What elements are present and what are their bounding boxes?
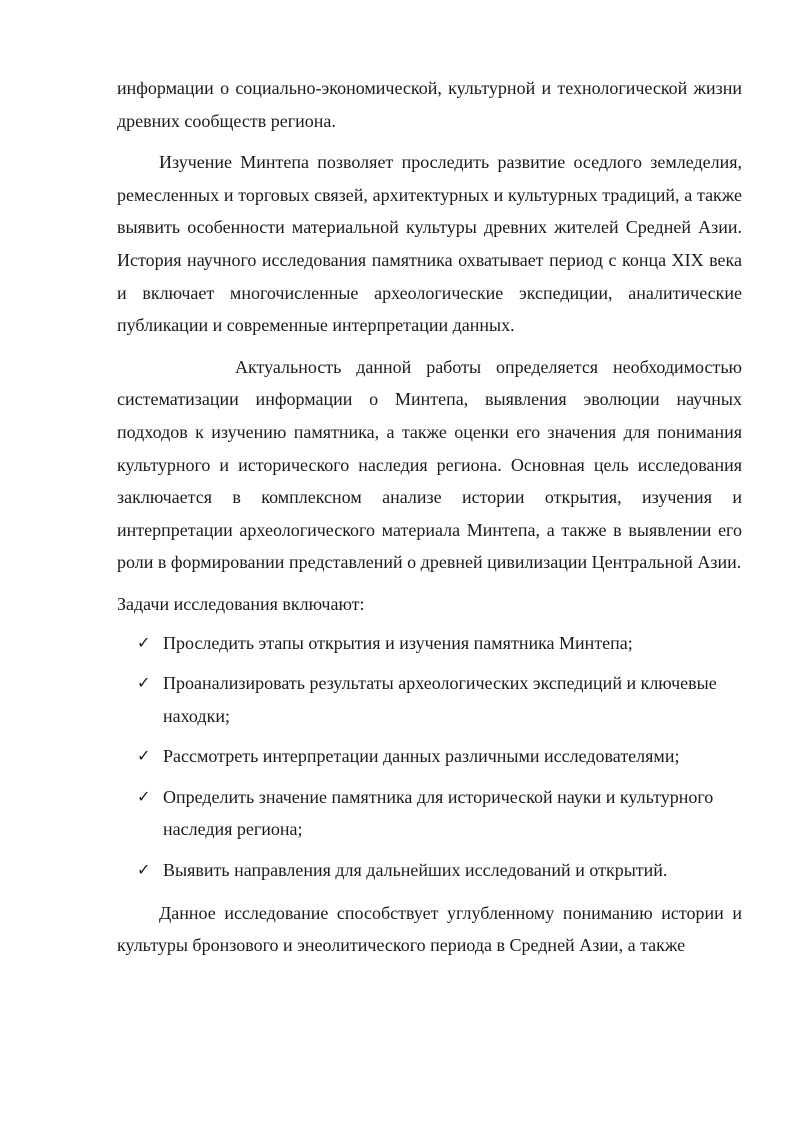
document-page — [117, 72, 742, 962]
checkmark-icon: ✓ — [137, 746, 151, 766]
list-item-text: Проанализировать результаты археологических экспедиций и ключевые находки; — [163, 673, 717, 726]
paragraph-tasks-heading: Задачи исследования включают: — [117, 593, 365, 614]
list-item — [117, 740, 742, 773]
list-item — [117, 667, 742, 732]
list-item — [117, 854, 742, 887]
list-item-text: Рассмотреть интерпретации данных различными исследователями; — [163, 746, 680, 767]
tasks-list — [117, 627, 742, 887]
paragraph-relevance: Актуальность данной работы определяется необходимостью систематизации информации о Минтепа, выявления эволюции научных подходов к изучению памятника, а также оценки его значения для понимания культурного и исторического наследия региона. Основная цель исследования заключается в комплексном анализе истории открытия, изучения и интерпретации археологического материала Минтепа, а также в выявлении его роли в формировании представлений о древней цивилизации Центральной Азии. — [117, 356, 742, 573]
checkmark-icon: ✓ — [137, 860, 151, 880]
list-item-text: Выявить направления для дальнейших исследований и открытий. — [163, 860, 668, 881]
list-item-text: Проследить этапы открытия и изучения памятника Минтепа; — [163, 632, 633, 653]
paragraph-study-value: Изучение Минтепа позволяет проследить развитие оседлого земледелия, ремесленных и торговых связей, архитектурных и культурных традиций, а также выявить особенности материальной культуры древних жителей Средней Азии. История научного исследования памятника охватывает период с конца XIX века и включает многочисленные археологические экспедиции, аналитические публикации и современные интерпретации данных. — [117, 152, 742, 336]
checkmark-icon: ✓ — [137, 673, 151, 693]
paragraph-intro-continuation: информации о социально-экономической, культурной и технологической жизни древних сообществ региона. — [117, 78, 742, 131]
paragraph-closing: Данное исследование способствует углубленному пониманию истории и культуры бронзового и энеолитического периода в Средней Азии, а также — [117, 902, 742, 956]
list-item — [117, 781, 742, 846]
list-item — [117, 627, 742, 660]
list-item-text: Определить значение памятника для исторической науки и культурного наследия региона; — [163, 786, 714, 840]
checkmark-icon: ✓ — [137, 786, 151, 806]
checkmark-icon: ✓ — [137, 632, 151, 652]
